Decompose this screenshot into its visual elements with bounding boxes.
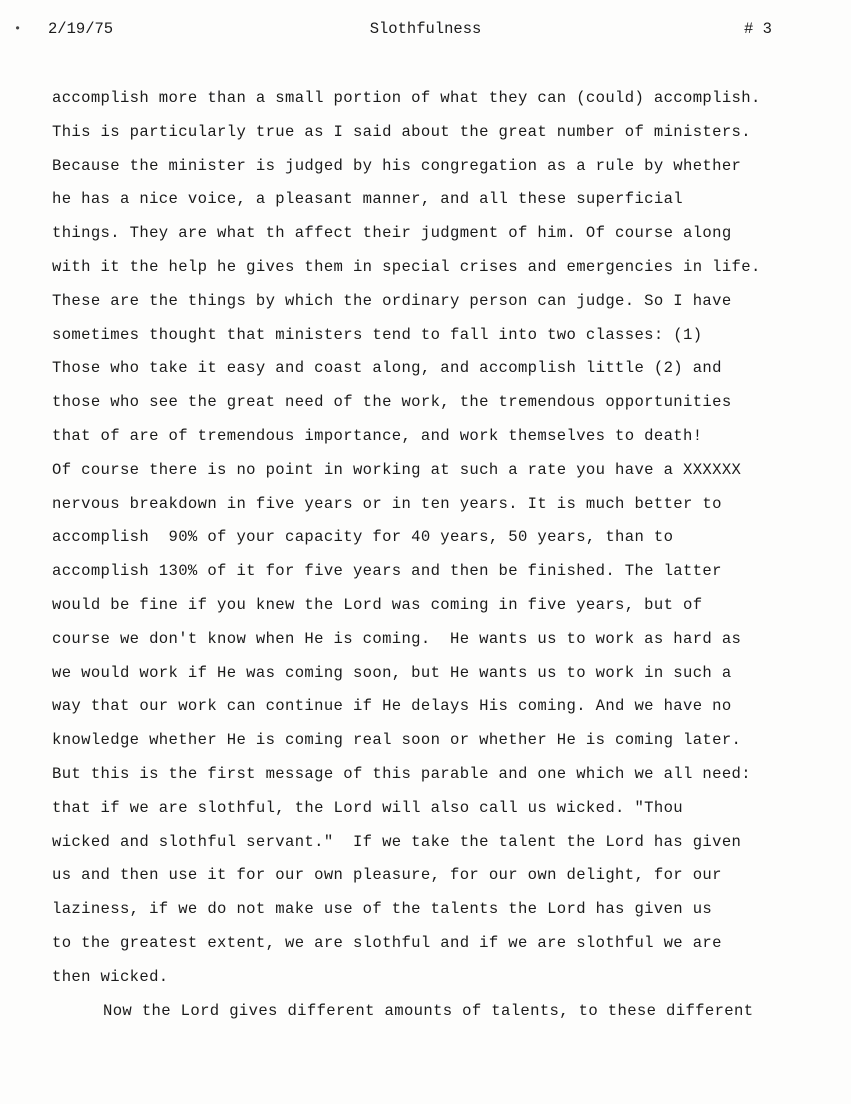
text-line: he has a nice voice, a pleasant manner, and all these superficial	[52, 190, 684, 209]
text-line: But this is the first message of this parable and one which we all need:	[52, 764, 751, 783]
text-line: we would work if He was coming soon, but He wants us to work in such a	[52, 663, 732, 682]
body-text	[52, 82, 842, 1028]
text-line: with it the help he gives them in special crises and emergencies in life.	[52, 257, 761, 276]
text-line: Because the minister is judged by his congregation as a rule by whether	[52, 156, 742, 175]
text-line: sometimes thought that ministers tend to fall into two classes: (1)	[52, 325, 703, 344]
text-line: This is particularly true as I said about the great number of ministers.	[52, 122, 751, 141]
text-line: Of course there is no point in working at such a rate you have a XXXXXX	[52, 460, 742, 479]
text-line: Those who take it easy and coast along, and accomplish little (2) and	[52, 359, 722, 378]
text-line: then wicked.	[52, 967, 169, 986]
text-line: that if we are slothful, the Lord will also call us wicked. "Thou	[52, 798, 684, 817]
text-line: accomplish more than a small portion of what they can (could) accomplish.	[52, 89, 761, 107]
text-line: to the greatest extent, we are slothful and if we are slothful we are	[52, 933, 722, 952]
text-line: way that our work can continue if He delays His coming. And we have no	[52, 697, 732, 716]
text-line: knowledge whether He is coming real soon or whether He is coming later.	[52, 731, 742, 750]
text-line: wicked and slothful servant." If we take the talent the Lord has given	[52, 832, 742, 851]
text-line: These are the things by which the ordinary person can judge. So I have	[52, 291, 732, 310]
header-date: 2/19/75	[48, 20, 114, 38]
text-line: accomplish 90% of your capacity for 40 years, 50 years, than to	[52, 528, 674, 547]
text-line: things. They are what th affect their judgment of him. Of course along	[52, 224, 732, 243]
text-line: laziness, if we do not make use of the talents the Lord has given us	[52, 900, 713, 919]
text-line: accomplish 130% of it for five years and then be finished. The latter	[52, 562, 722, 581]
margin-bullet: •	[14, 22, 22, 36]
text-line: course we don't know when He is coming. He wants us to work as hard as	[52, 629, 742, 648]
text-line: nervous breakdown in five years or in ten years. It is much better to	[52, 494, 722, 513]
page-number: # 3	[744, 20, 772, 38]
paragraph-start-line: Now the Lord gives different amounts of talents, to these different	[103, 1001, 754, 1020]
page-title: Slothfulness	[369, 20, 482, 38]
text-line: us and then use it for our own pleasure, for our own delight, for our	[52, 866, 722, 885]
text-line: would be fine if you knew the Lord was coming in five years, but of	[52, 595, 703, 614]
text-line: that of are of tremendous importance, and work themselves to death!	[52, 426, 703, 445]
text-line: those who see the great need of the work, the tremendous opportunities	[52, 393, 732, 412]
